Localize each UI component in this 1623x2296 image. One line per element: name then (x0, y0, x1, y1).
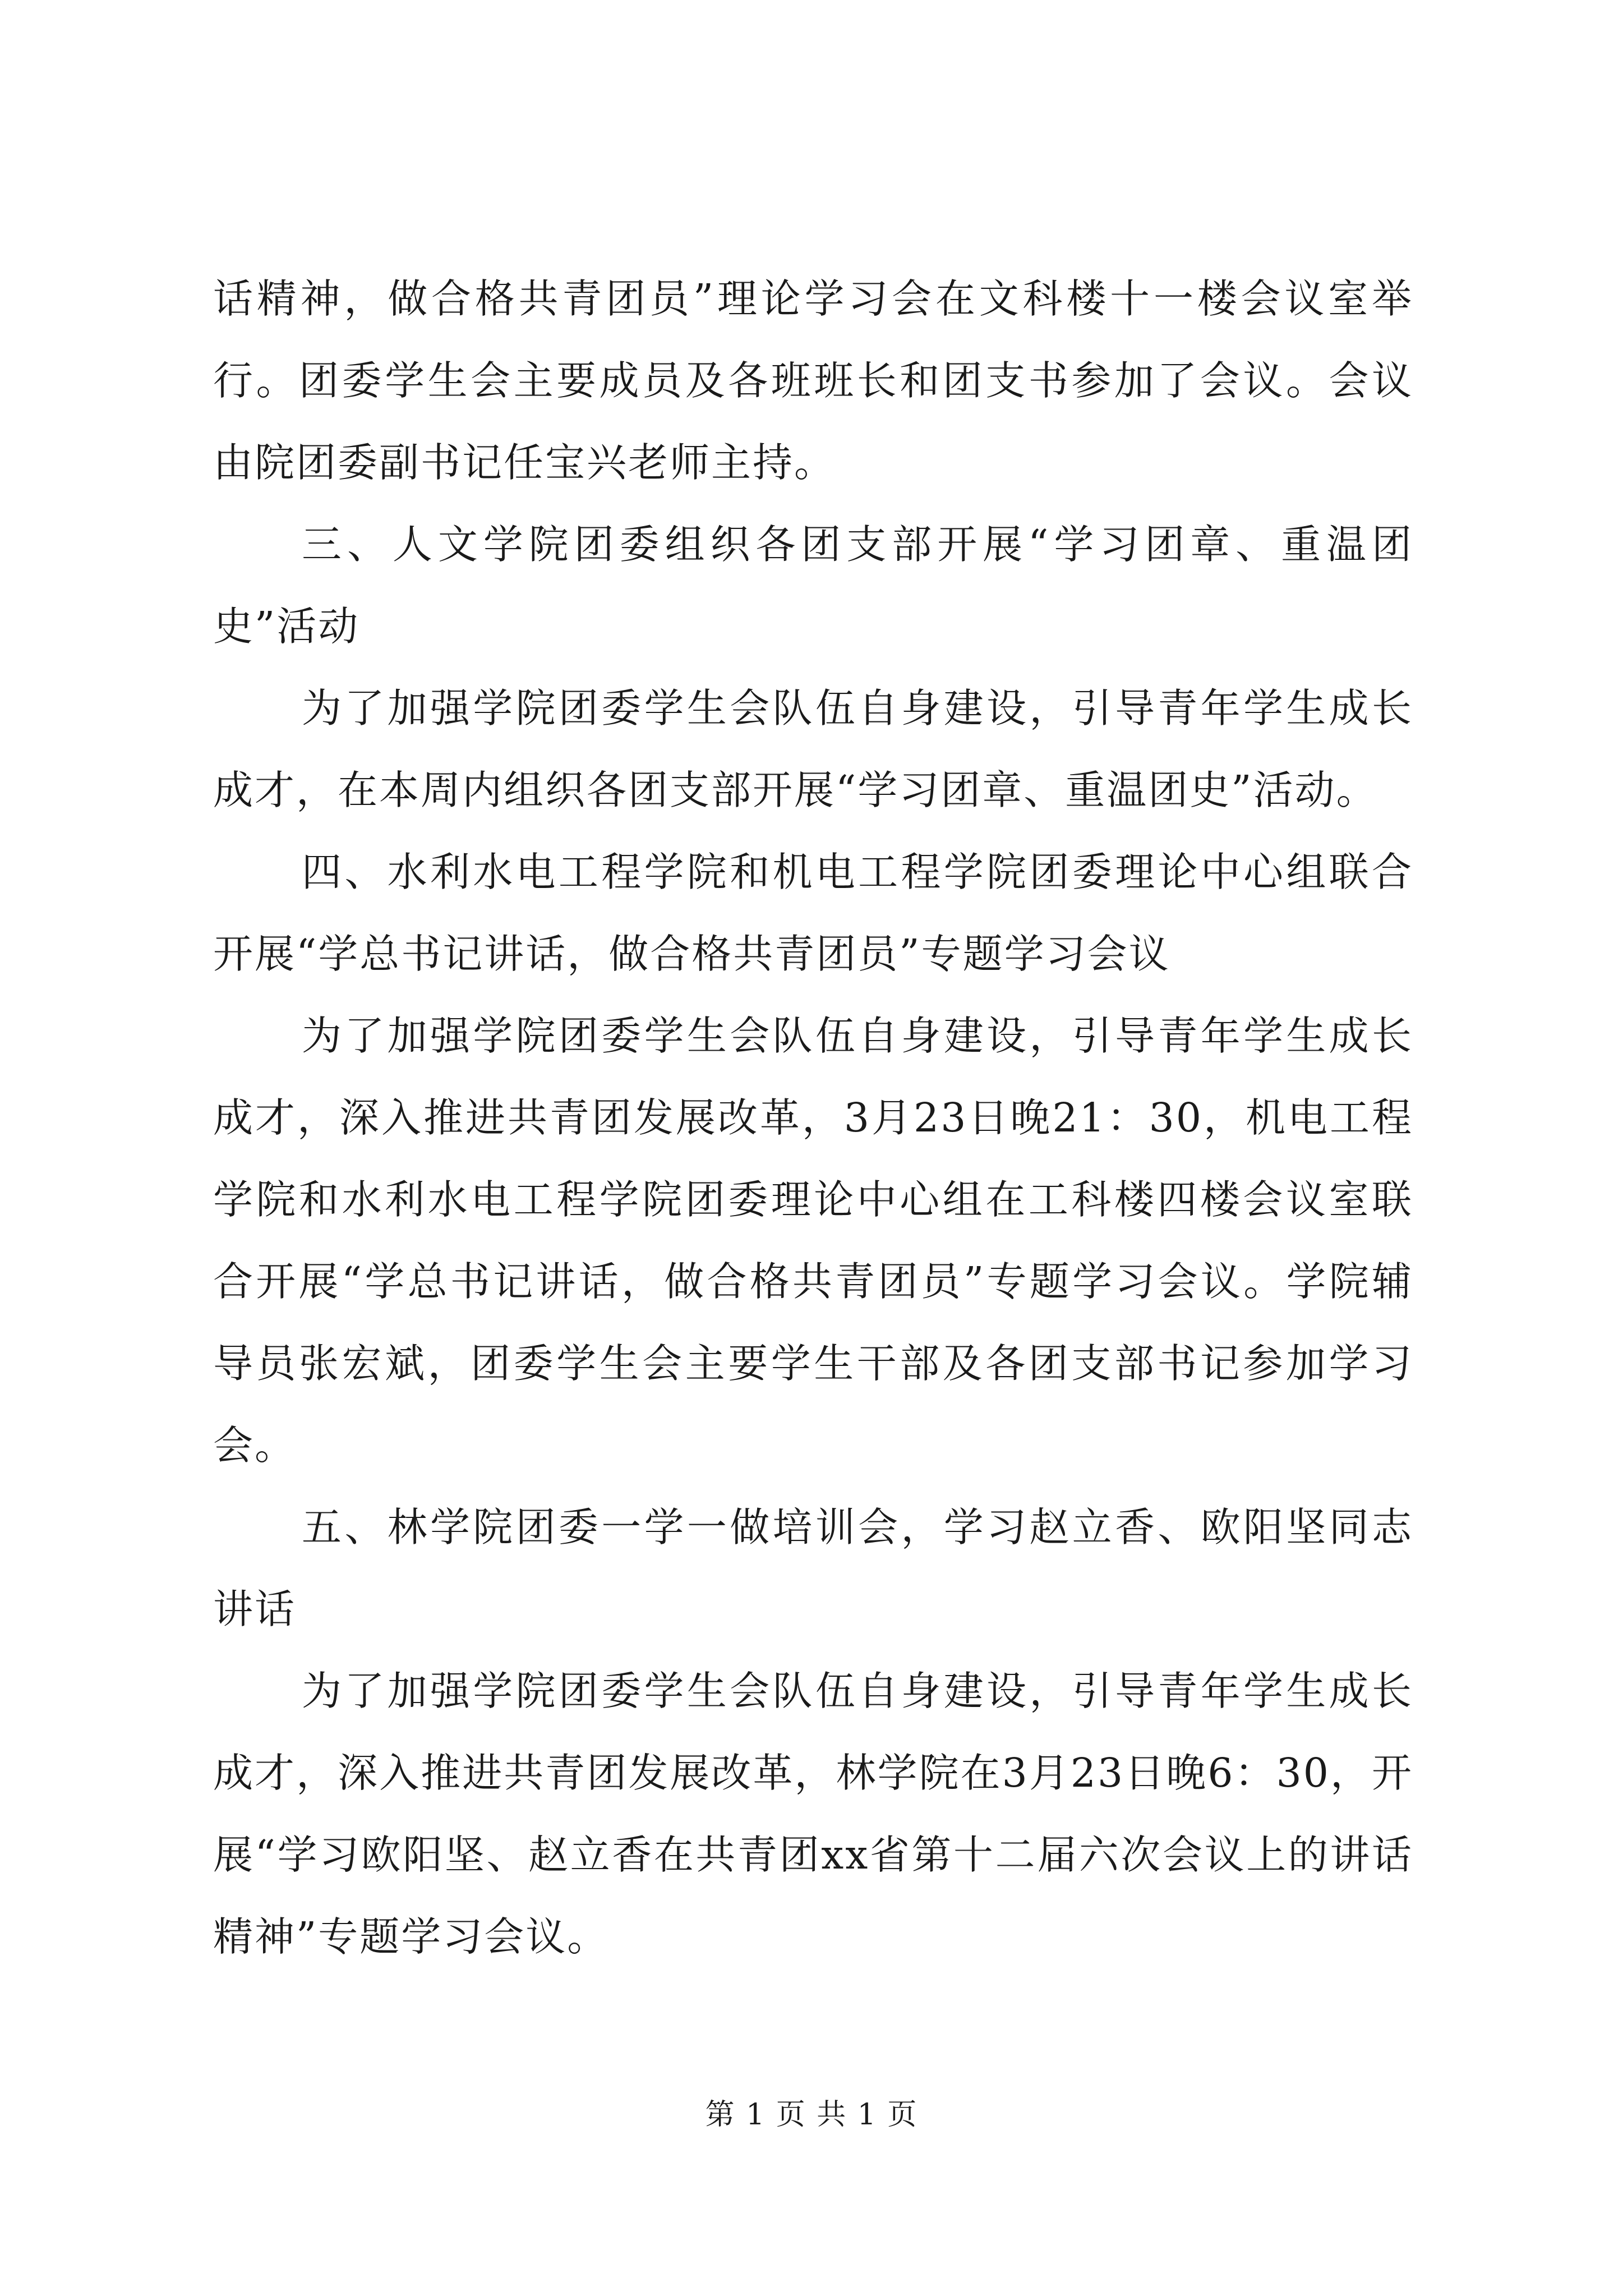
page-footer: 第 1 页 共 1 页 (705, 2098, 918, 2132)
paragraph-section-five: 为了加强学院团委学生会队伍自身建设，引导青年学生成长成才，深入推进共青团发展改革，林学院在3月23日晚6：30，开展“学习欧阳坚、赵立香在共青团xx省第十二届六次会议上的讲话精神”专题学习会议。 (213, 1668, 1413, 1960)
paragraph-continuation: 话精神，做合格共青团员”理论学习会在文科楼十一楼会议室举行。团委学生会主要成员及各班班长和团支书参加了会议。会议由院团委副书记任宝兴老师主持。 (213, 275, 1413, 486)
document-body (213, 258, 1413, 1978)
heading-section-three: 三、人文学院团委组织各团支部开展“学习团章、重温团史”活动 (213, 521, 1413, 650)
paragraph-section-three: 为了加强学院团委学生会队伍自身建设，引导青年学生成长成才，在本周内组织各团支部开展“学习团章、重温团史”活动。 (213, 685, 1413, 813)
heading-section-four: 四、水利水电工程学院和机电工程学院团委理论中心组联合开展“学总书记讲话，做合格共青团员”专题学习会议 (213, 849, 1413, 977)
paragraph-section-four: 为了加强学院团委学生会队伍自身建设，引导青年学生成长成才，深入推进共青团发展改革，3月23日晚21：30，机电工程学院和水利水电工程学院团委理论中心组在工科楼四楼会议室联合开展“学总书记讲话，做合格共青团员”专题学习会议。学院辅导员张宏斌，团委学生会主要学生干部及各团支部书记参加学习会。 (213, 1013, 1413, 1469)
heading-section-five: 五、林学院团委一学一做培训会，学习赵立香、欧阳坚同志讲话 (213, 1504, 1413, 1632)
